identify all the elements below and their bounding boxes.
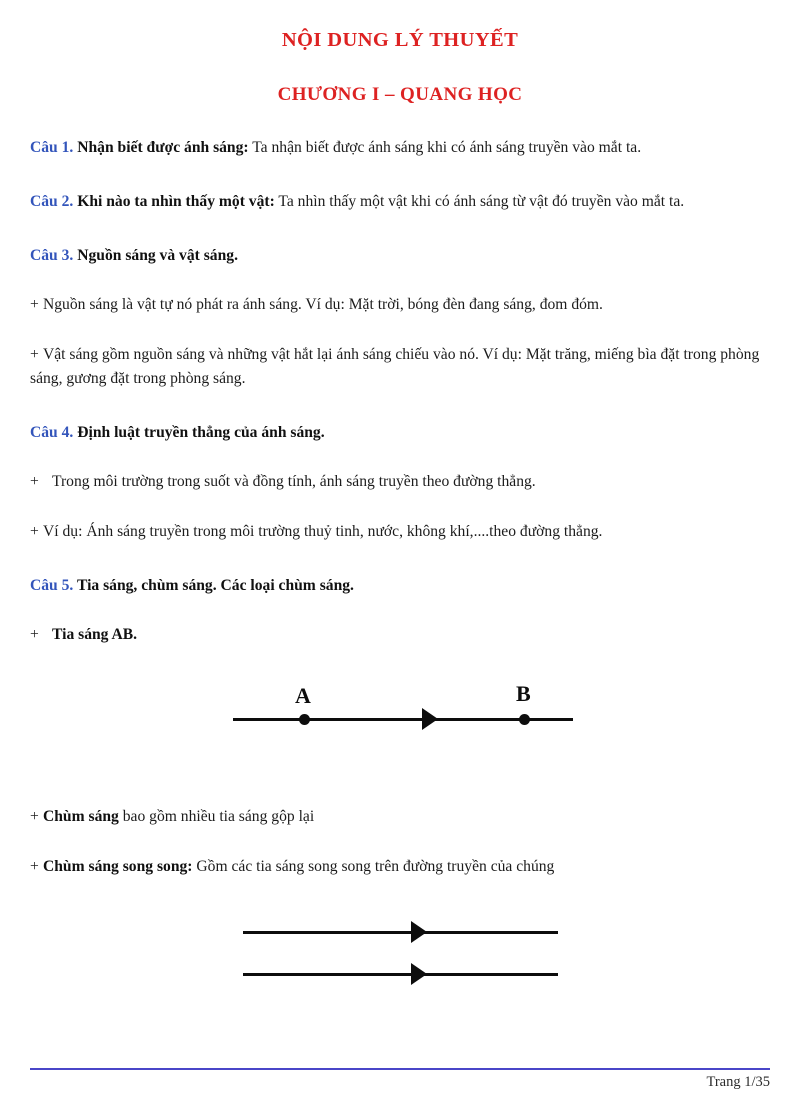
plus-marker: + <box>30 296 39 314</box>
plus-marker: + <box>30 346 39 364</box>
ray-point-b-dot <box>519 714 530 725</box>
plus-marker: + <box>30 626 39 644</box>
question-2-heading: Khi nào ta nhìn thấy một vật: <box>73 193 275 211</box>
question-4-paragraph <box>30 421 770 445</box>
question-5-bullet-1 <box>30 623 770 647</box>
question-5-bullet-1-text: Tia sáng AB. <box>52 626 138 644</box>
question-5-bullet-2-rest: bao gồm nhiều tia sáng gộp lại <box>118 807 315 825</box>
parallel-beam-diagram <box>30 902 770 1022</box>
question-1-body: Ta nhận biết được ánh sáng khi có ánh sáng truyền vào mắt ta. <box>248 139 642 157</box>
beam-line-1 <box>243 931 558 934</box>
question-3-bullet-1 <box>30 293 770 317</box>
question-5-label: Câu 5. <box>30 576 74 594</box>
question-2-body: Ta nhìn thấy một vật khi có ánh sáng từ vật đó truyền vào mắt ta. <box>274 193 685 211</box>
plus-marker: + <box>30 522 39 540</box>
question-1-paragraph <box>30 136 770 160</box>
question-3-label: Câu 3. <box>30 246 74 264</box>
page-footer <box>0 1056 800 1116</box>
plus-marker: + <box>30 473 39 491</box>
question-2-paragraph <box>30 190 770 214</box>
ray-arrowhead-icon <box>422 708 438 730</box>
question-2-label: Câu 2. <box>30 193 74 211</box>
question-5-bullet-2 <box>30 805 770 829</box>
question-5-bullet-2-bold: Chùm sáng <box>43 807 119 825</box>
question-1-label: Câu 1. <box>30 139 74 157</box>
beam-arrowhead-icon-2 <box>411 963 427 985</box>
question-4-bullet-2 <box>30 520 770 544</box>
ray-point-a-dot <box>299 714 310 725</box>
beam-arrowhead-icon-1 <box>411 921 427 943</box>
question-4-heading: Định luật truyền thẳng của ánh sáng. <box>73 423 325 441</box>
question-5-bullet-3-rest: Gồm các tia sáng song song trên đường truyền của chúng <box>192 857 555 875</box>
page-title-main: NỘI DUNG LÝ THUYẾT <box>281 29 519 51</box>
question-5-paragraph <box>30 574 770 598</box>
question-3-bullet-1-text: Nguồn sáng là vật tự nó phát ra ánh sáng. Ví dụ: Mặt trời, bóng đèn đang sáng, đom đóm. <box>43 296 603 314</box>
question-3-heading: Nguồn sáng và vật sáng. <box>73 246 238 264</box>
page-title-sub: CHƯƠNG I – QUANG HỌC <box>277 83 523 105</box>
question-4-bullet-1 <box>30 470 770 494</box>
question-5-bullet-3-bold: Chùm sáng song song: <box>43 857 193 875</box>
footer-page-number: Trang 1/35 <box>706 1074 770 1090</box>
question-3-bullet-2-text: Vật sáng gồm nguồn sáng và những vật hắt lại ánh sáng chiếu vào nó. Ví dụ: Mặt trăng, miếng bìa đặt trong phòng sáng, gương đặt trong phòng sáng. <box>30 346 760 387</box>
beam-line-2 <box>243 973 558 976</box>
question-4-bullet-1-text: Trong môi trường trong suốt và đồng tính, ánh sáng truyền theo đường thẳng. <box>52 473 536 491</box>
question-4-bullet-2-text: Ví dụ: Ánh sáng truyền trong môi trường thuỷ tinh, nước, không khí,....theo đường thẳng. <box>43 522 603 540</box>
footer-divider <box>30 1068 770 1070</box>
plus-marker: + <box>30 807 39 825</box>
question-5-bullet-3 <box>30 855 770 879</box>
ray-label-b: B <box>516 680 531 706</box>
question-3-paragraph <box>30 244 770 268</box>
question-1-heading: Nhận biết được ánh sáng: <box>73 139 249 157</box>
question-5-heading: Tia sáng, chùm sáng. Các loại chùm sáng. <box>73 576 354 594</box>
ray-label-a: A <box>295 682 311 708</box>
question-3-bullet-2 <box>30 343 770 390</box>
question-4-label: Câu 4. <box>30 423 74 441</box>
ray-diagram-ab <box>30 671 770 779</box>
plus-marker: + <box>30 857 39 875</box>
